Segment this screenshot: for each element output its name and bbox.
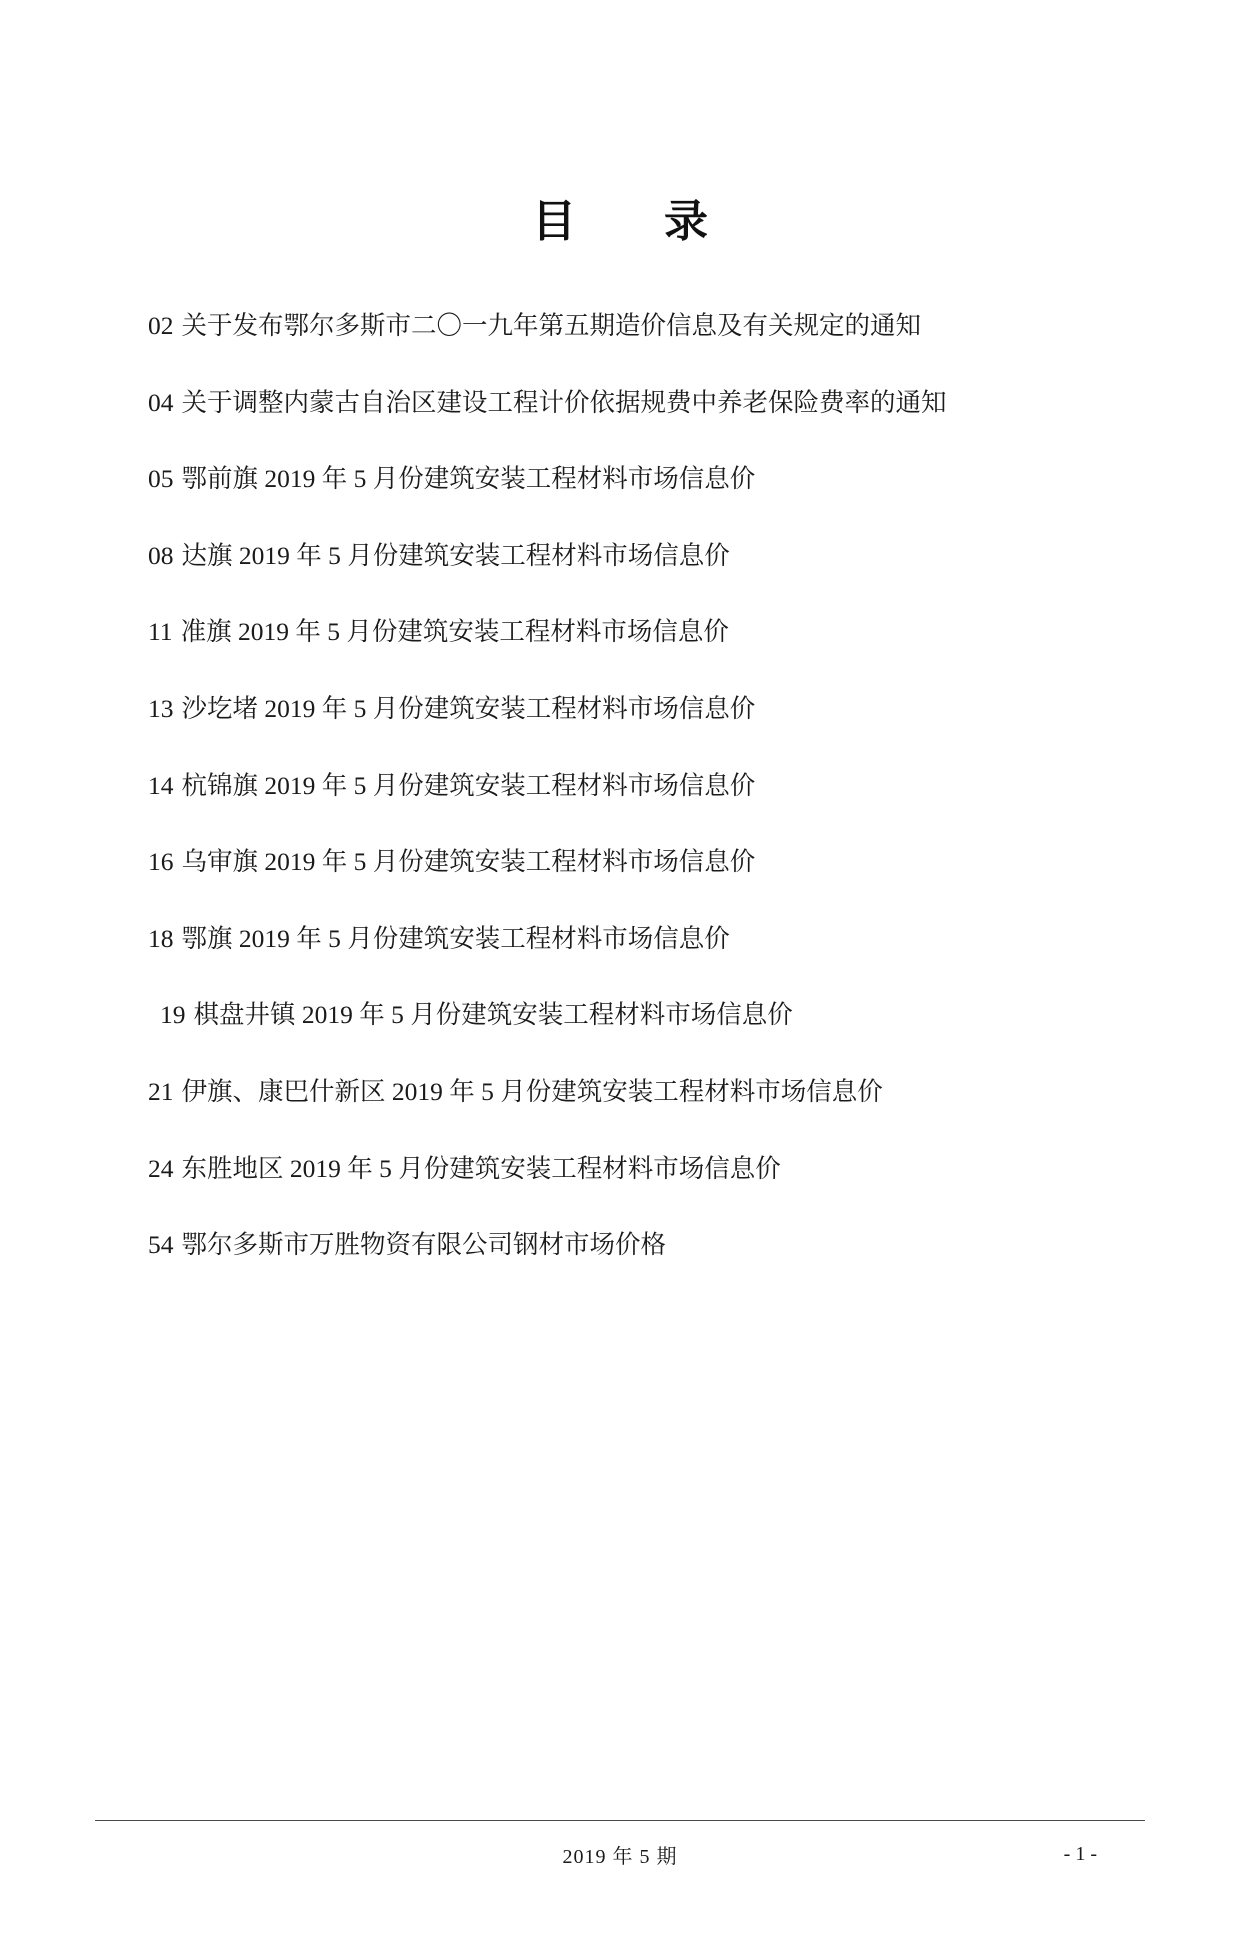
toc-page-number: 54	[148, 1230, 174, 1260]
toc-entry[interactable]	[148, 1230, 1092, 1261]
toc-entry[interactable]	[148, 464, 1092, 495]
toc-page-number: 08	[148, 540, 174, 570]
toc-page-number: 05	[148, 464, 174, 494]
toc-entry[interactable]	[148, 924, 1092, 955]
toc-entry[interactable]	[148, 1154, 1092, 1185]
toc-entry-label: 沙圪堵 2019 年 5 月份建筑安装工程材料市场信息价	[181, 693, 756, 723]
footer-divider	[95, 1820, 1145, 1821]
toc-entry-label: 杭锦旗 2019 年 5 月份建筑安装工程材料市场信息价	[181, 770, 756, 800]
toc-entry[interactable]	[148, 694, 1092, 725]
toc-page-number: 16	[148, 847, 174, 877]
toc-entry[interactable]	[148, 1000, 1092, 1031]
toc-entry-label: 准旗 2019 年 5 月份建筑安装工程材料市场信息价	[180, 617, 729, 647]
toc-entry-label: 关于调整内蒙古自治区建设工程计价依据规费中养老保险费率的通知	[181, 387, 947, 417]
toc-page-number: 21	[148, 1076, 174, 1106]
table-of-contents	[0, 311, 1240, 1261]
toc-entry-label: 关于发布鄂尔多斯市二〇一九年第五期造价信息及有关规定的通知	[181, 311, 922, 340]
toc-entry-label: 乌审旗 2019 年 5 月份建筑安装工程材料市场信息价	[181, 847, 756, 877]
toc-entry[interactable]	[148, 847, 1092, 878]
footer-issue: 2019 年 5 期	[562, 1846, 678, 1868]
document-page	[0, 185, 1240, 1939]
toc-page-number: 02	[148, 311, 174, 340]
toc-entry-label: 伊旗、康巴什新区 2019 年 5 月份建筑安装工程材料市场信息价	[181, 1076, 883, 1106]
toc-entry[interactable]	[148, 1077, 1092, 1108]
toc-page-number: 13	[148, 693, 174, 723]
toc-entry[interactable]	[148, 388, 1092, 419]
page-footer	[95, 1840, 1145, 1869]
toc-entry[interactable]	[148, 311, 1092, 342]
toc-page-number: 11	[148, 617, 173, 647]
toc-page-number: 24	[148, 1153, 174, 1183]
toc-entry-label: 达旗 2019 年 5 月份建筑安装工程材料市场信息价	[181, 540, 730, 570]
toc-entry-label: 鄂前旗 2019 年 5 月份建筑安装工程材料市场信息价	[181, 464, 756, 494]
toc-entry-label: 鄂尔多斯市万胜物资有限公司钢材市场价格	[181, 1230, 667, 1260]
toc-page-number: 18	[148, 923, 174, 953]
page-title: 目 录	[532, 196, 730, 247]
toc-entry[interactable]	[148, 771, 1092, 802]
toc-entry[interactable]	[148, 541, 1092, 572]
toc-entry[interactable]	[148, 617, 1092, 648]
toc-entry-label: 东胜地区 2019 年 5 月份建筑安装工程材料市场信息价	[181, 1153, 781, 1183]
footer-page-number: - 1 -	[1063, 1843, 1097, 1865]
toc-page-number: 04	[148, 387, 174, 417]
toc-page-number: 14	[148, 770, 174, 800]
toc-entry-label: 棋盘井镇 2019 年 5 月份建筑安装工程材料市场信息价	[193, 1000, 793, 1030]
toc-page-number: 19	[160, 1000, 186, 1030]
toc-entry-label: 鄂旗 2019 年 5 月份建筑安装工程材料市场信息价	[181, 923, 730, 953]
